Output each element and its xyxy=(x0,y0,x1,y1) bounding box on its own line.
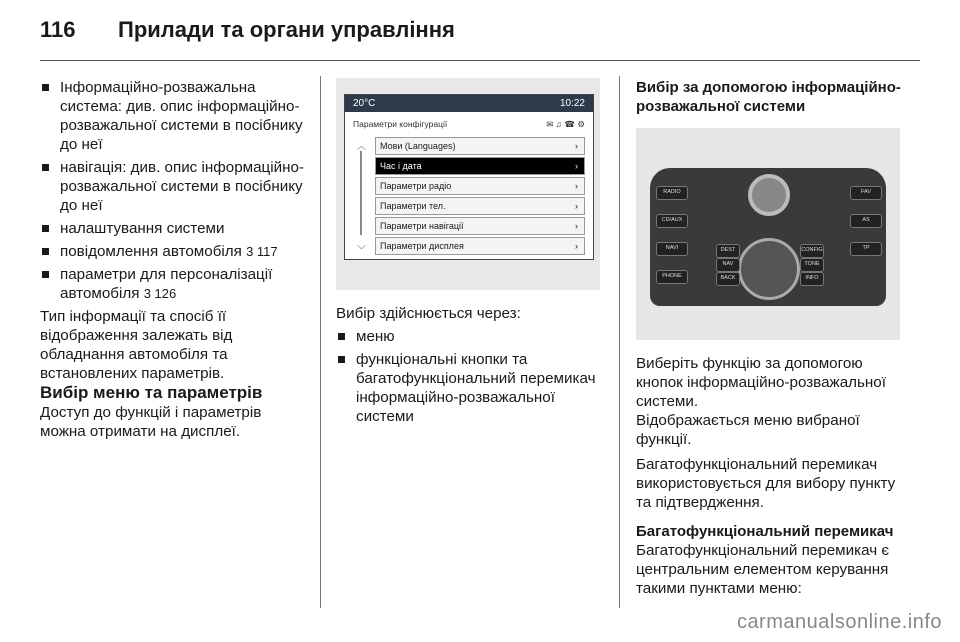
chevron-right-icon: › xyxy=(575,181,578,191)
switch-description: Багатофункціональний перемикач є центральним елементом керування такими пунктами меню: xyxy=(636,542,890,597)
chevron-right-icon: › xyxy=(575,141,578,151)
middle-bullet-list xyxy=(336,327,604,426)
panel-button[interactable]: PHONE xyxy=(656,270,688,284)
page-title: Прилади та органи управління xyxy=(118,17,455,42)
right-column xyxy=(636,78,908,598)
menu-item[interactable] xyxy=(375,137,585,155)
screen-status-bar xyxy=(345,95,593,112)
page-reference-link[interactable]: 3 126 xyxy=(143,286,177,301)
menu-item-label: Параметри тел. xyxy=(380,201,446,211)
list-item: налаштування системи xyxy=(40,219,308,238)
list-item: Інформаційно-розважальна система: див. опис інформаційно-розважальної системи в посібнику до неї xyxy=(40,78,308,154)
column-divider-2 xyxy=(619,76,620,608)
left-bullet-list xyxy=(40,78,308,303)
list-item: меню xyxy=(336,327,604,346)
chevron-right-icon: › xyxy=(575,161,578,171)
control-panel xyxy=(650,168,886,306)
menu-item-label: Параметри радіо xyxy=(380,181,452,191)
panel-button[interactable]: CONFIG xyxy=(800,244,824,258)
status-icons: ✉ ♫ ☎ ⚙ xyxy=(546,119,585,129)
chevron-right-icon: › xyxy=(575,221,578,231)
menu-item[interactable] xyxy=(375,157,585,175)
panel-button[interactable]: NAVI xyxy=(656,242,688,256)
watermark: carmanualsonline.info xyxy=(736,611,942,633)
section-heading: Вибір меню та параметрів xyxy=(40,383,263,402)
chevron-right-icon: › xyxy=(575,201,578,211)
control-panel-figure xyxy=(636,128,900,340)
list-item: навігація: див. опис інформаційно-розважальної системи в посібнику до неї xyxy=(40,158,308,215)
section-heading: Вибір за допомогою інформаційно-розважальної системи xyxy=(636,79,901,115)
list-item: параметри для персоналізації автомобіля 3 126 xyxy=(40,265,308,303)
page-header xyxy=(40,14,455,46)
switch-paragraph: Багатофункціональний перемикач використовується для вибору пункту та підтвердження. xyxy=(636,456,896,511)
panel-button[interactable]: CD/AUX xyxy=(656,214,688,228)
page-reference-link[interactable]: 3 117 xyxy=(246,244,278,259)
page-number: 116 xyxy=(40,17,76,42)
menu-item-label: Мови (Languages) xyxy=(380,141,456,151)
section-heading: Багатофункціональний перемикач xyxy=(636,523,894,540)
panel-button[interactable]: TP xyxy=(850,242,882,256)
scrollbar[interactable] xyxy=(357,137,365,255)
menu-item-label: Час і дата xyxy=(380,161,422,171)
menu-list xyxy=(375,137,585,257)
panel-button[interactable]: TONE xyxy=(800,258,824,272)
menu-item-label: Параметри дисплея xyxy=(380,241,464,251)
select-paragraph: Виберіть функцію за допомогою кнопок інформаційно-розважальної системи. xyxy=(636,355,886,410)
panel-button[interactable]: BACK xyxy=(716,272,740,286)
chevron-right-icon: › xyxy=(575,241,578,251)
menu-item[interactable] xyxy=(375,237,585,255)
middle-column xyxy=(336,78,604,430)
chevron-up-icon: ︿ xyxy=(357,141,367,151)
volume-knob[interactable] xyxy=(748,174,790,216)
panel-button[interactable]: RADIO xyxy=(656,186,688,200)
panel-button[interactable]: INFO xyxy=(800,272,824,286)
menu-item-label: Параметри навігації xyxy=(380,221,464,231)
display-screen-figure xyxy=(336,78,600,290)
selection-intro: Вибір здійснюється через: xyxy=(336,305,521,322)
chevron-down-icon: ﹀ xyxy=(357,245,367,255)
list-item: функціональні кнопки та багатофункціональний перемикач інформаційно-розважальної системи xyxy=(336,350,604,426)
header-rule xyxy=(40,60,920,61)
scrollbar-track xyxy=(360,151,362,235)
screen-subtitle-bar xyxy=(345,112,593,137)
clock-readout: 10:22 xyxy=(559,98,585,109)
panel-button[interactable]: DEST xyxy=(716,244,740,258)
info-paragraph: Тип інформації та спосіб її відображення залежать від обладнання автомобіля та встановлених параметрів. xyxy=(40,308,233,382)
panel-button[interactable]: AS xyxy=(850,214,882,228)
temperature-readout: 20°C xyxy=(353,98,376,109)
left-column xyxy=(40,78,308,441)
list-item: повідомлення автомобіля 3 117 xyxy=(40,242,308,261)
screen-subtitle: Параметри конфігурації xyxy=(353,119,448,129)
panel-button[interactable]: NAV xyxy=(716,258,740,272)
menu-item[interactable] xyxy=(375,217,585,235)
menu-item[interactable] xyxy=(375,197,585,215)
menu-item[interactable] xyxy=(375,177,585,195)
column-divider-1 xyxy=(320,76,321,608)
menu-paragraph: Відображається меню вибраної функції. xyxy=(636,412,860,448)
access-paragraph: Доступ до функцій і параметрів можна отримати на дисплеї. xyxy=(40,404,262,440)
panel-button[interactable]: FAV xyxy=(850,186,882,200)
display-screen xyxy=(344,94,594,260)
multifunction-knob[interactable] xyxy=(738,238,800,300)
